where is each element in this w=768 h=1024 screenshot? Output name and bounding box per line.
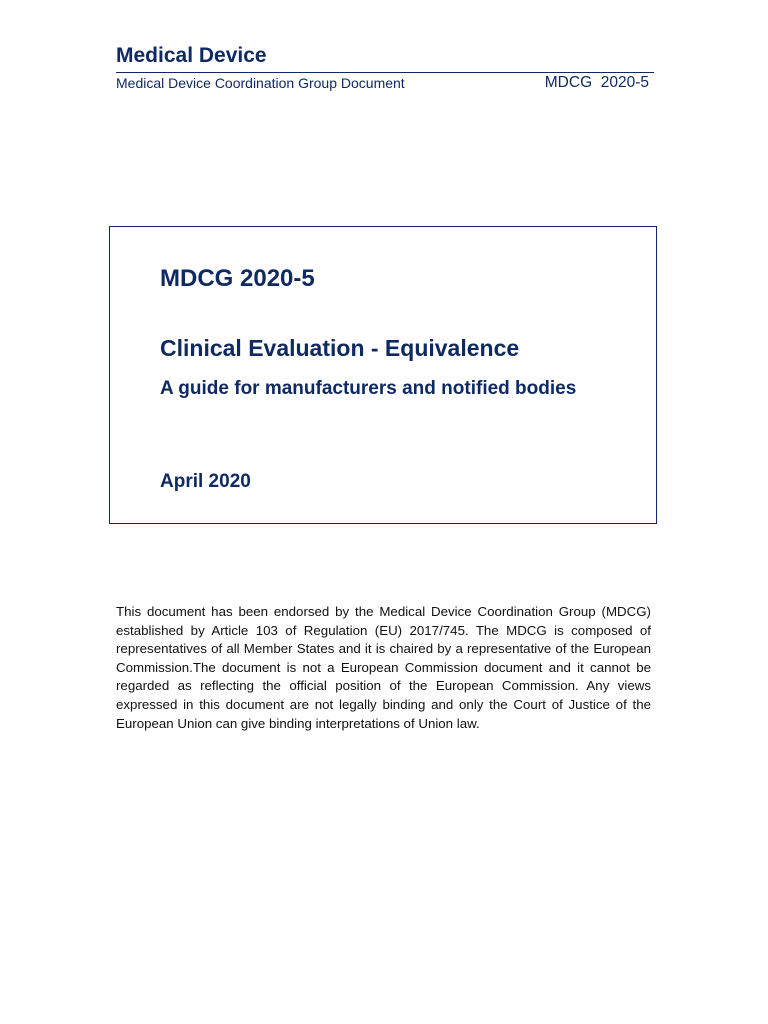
- header-subtitle: Medical Device Coordination Group Document: [116, 75, 405, 91]
- title-box: [109, 226, 657, 524]
- header-document-id: MDCG 2020-5: [544, 74, 649, 91]
- disclaimer-paragraph: This document has been endorsed by the Medical Device Coordination Group (MDCG) established by Article 103 of Regulation (EU) 2017/745. The MDCG is composed of representatives of all Member States and it is chaired by a representative of the European Commission.The document is not a European Commission document and it cannot be regarded as reflecting the official position of the European Commission. Any views expressed in this document are not legally binding and only the Court of Justice of the European Union can give binding interpretations of Union law.: [116, 604, 651, 731]
- header-divider: [116, 72, 654, 73]
- header-title: Medical Device: [116, 44, 267, 67]
- document-date: April 2020: [160, 471, 251, 492]
- document-number: MDCG 2020-5: [160, 265, 315, 292]
- document-title: Clinical Evaluation - Equivalence: [160, 335, 520, 361]
- document-subtitle: A guide for manufacturers and notified bodies: [160, 378, 577, 399]
